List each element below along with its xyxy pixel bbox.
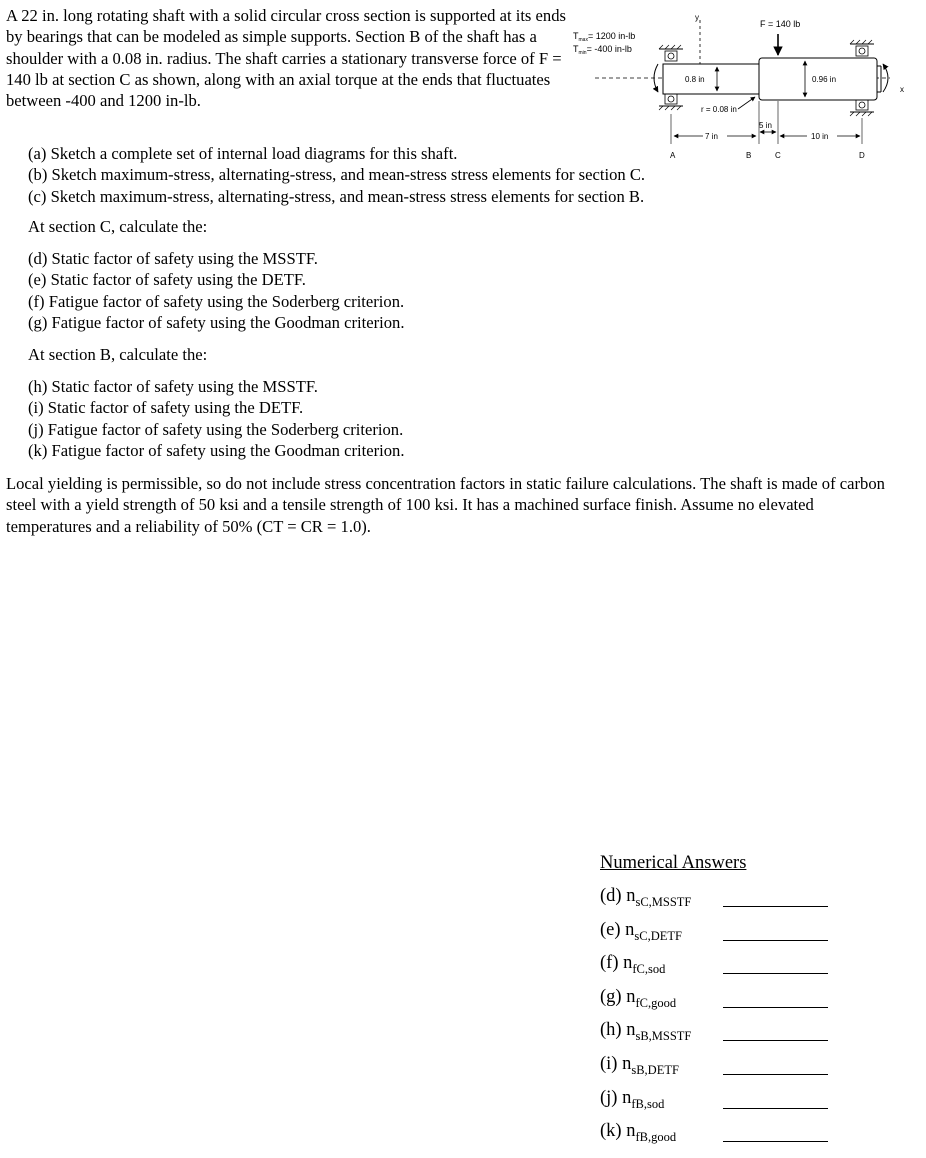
- y-axis-label: y: [695, 13, 699, 22]
- answer-row: [600, 920, 746, 954]
- task-e: (e) Static factor of safety using the DETF.: [28, 270, 306, 290]
- answer-subscript: sB,MSSTF: [635, 1029, 692, 1044]
- answer-blank[interactable]: [723, 940, 828, 941]
- answer-blank[interactable]: [723, 1108, 828, 1109]
- dim-cd-label: 10 in: [811, 132, 829, 141]
- section-c-label: C: [775, 151, 781, 160]
- dim-bc-label: 5 in: [759, 121, 772, 130]
- answer-subscript: fB,good: [635, 1130, 677, 1145]
- task-c: (c) Sketch maximum-stress, alternating-stress, and mean-stress stress elements for section B.: [28, 186, 645, 206]
- task-b: (b) Sketch maximum-stress, alternating-stress, and mean-stress stress elements for section C.: [28, 165, 646, 185]
- force-label: F = 140 lb: [760, 19, 801, 29]
- heading-section-b: At section B, calculate the:: [28, 345, 208, 364]
- answer-blank[interactable]: [723, 1141, 828, 1142]
- answer-blank[interactable]: [723, 1040, 828, 1041]
- answer-subscript: fB,sod: [631, 1096, 665, 1111]
- task-i: (i) Static factor of safety using the DETF.: [28, 398, 304, 418]
- x-axis-label: x: [900, 85, 904, 94]
- answer-label: (d) n: [600, 886, 636, 906]
- answer-subscript: fC,good: [635, 995, 677, 1010]
- section-b-label: B: [746, 151, 752, 160]
- task-g: (g) Fatigue factor of safety using the Goodman criterion.: [28, 312, 405, 332]
- closing-paragraph: Local yielding is permissible, so do not include stress concentration factors in static failure calculations. The shaft is made of carbon steel with a yield strength of 50 ksi and a tensile strength of 100 ksi. It has a machined surface finish. Assume no elevated temperatures and a reliability of 50% (CT = CR = 1.0).: [6, 474, 885, 536]
- section-a-label: A: [670, 151, 676, 160]
- answer-label: (j) n: [600, 1087, 632, 1108]
- answer-subscript: sC,MSSTF: [635, 895, 692, 909]
- answer-subscript: fC,sod: [632, 962, 666, 977]
- shaft-small-section: [663, 64, 759, 94]
- answer-row: [600, 1020, 746, 1054]
- tmin-label: $T_{min}= -400$ in-lb: [573, 44, 632, 56]
- heading-section-c: At section C, calculate the:: [28, 217, 208, 236]
- task-list-general: [28, 143, 645, 207]
- answer-blank[interactable]: [723, 1007, 828, 1008]
- answer-row: [600, 1088, 746, 1122]
- dia-small-label: 0.8 in: [685, 75, 705, 84]
- answer-subscript: sC,DETF: [634, 928, 682, 943]
- dia-large-label: 0.96 in: [812, 75, 837, 84]
- tmin-value: = -400 in-lb: [586, 44, 632, 54]
- answer-row: [600, 953, 746, 987]
- answer-row: [600, 987, 746, 1021]
- task-list-section-b: [28, 376, 404, 461]
- shaft-diagram: [555, 6, 925, 166]
- answer-blank[interactable]: [723, 973, 828, 974]
- problem-intro: A 22 in. long rotating shaft with a solid circular cross section is supported at its ends by bearings that can be modeled as simple supports. Section B of the shaft has a shoulder with a 0.08 in. radius. The shaft carries a stationary transverse force of F = 140 lb at section C as shown, along with an axial torque at the ends that fluctuates between -400 and 1200 in-lb.: [6, 6, 566, 111]
- radius-label: r = 0.08 in: [701, 105, 737, 114]
- answer-row: [600, 1121, 746, 1155]
- answer-label: (h) n: [600, 1020, 636, 1041]
- answer-label: (f) n: [600, 953, 633, 974]
- answer-row: [600, 886, 746, 920]
- task-d: (d) Static factor of safety using the MSSTF.: [28, 249, 318, 268]
- numerical-answers: [600, 853, 746, 1155]
- task-k: (k) Fatigue factor of safety using the Goodman criterion.: [28, 440, 405, 460]
- tmax-label: $T_{max}= 1200$ in-lb: [573, 31, 636, 43]
- dim-ab-label: 7 in: [705, 132, 718, 141]
- tmax-value: = 1200 in-lb: [587, 31, 636, 41]
- answer-blank[interactable]: [723, 1074, 828, 1075]
- section-d-label: D: [859, 151, 865, 160]
- task-j: (j) Fatigue factor of safety using the Soderberg criterion.: [28, 419, 404, 439]
- task-list-section-c: [28, 248, 404, 333]
- answer-row: [600, 1054, 746, 1088]
- task-f: (f) Fatigue factor of safety using the Soderberg criterion.: [28, 291, 405, 311]
- task-a: (a) Sketch a complete set of internal load diagrams for this shaft.: [28, 144, 458, 163]
- answer-blank[interactable]: [723, 906, 828, 907]
- answer-label: (i) n: [600, 1053, 632, 1074]
- answer-label: (g) n: [600, 986, 636, 1007]
- answer-subscript: sB,DETF: [631, 1062, 679, 1077]
- answer-label: (e) n: [600, 919, 635, 940]
- task-h: (h) Static factor of safety using the MSSTF.: [28, 377, 318, 396]
- answer-label: (k) n: [600, 1121, 636, 1142]
- answers-title: Numerical Answers: [600, 853, 747, 873]
